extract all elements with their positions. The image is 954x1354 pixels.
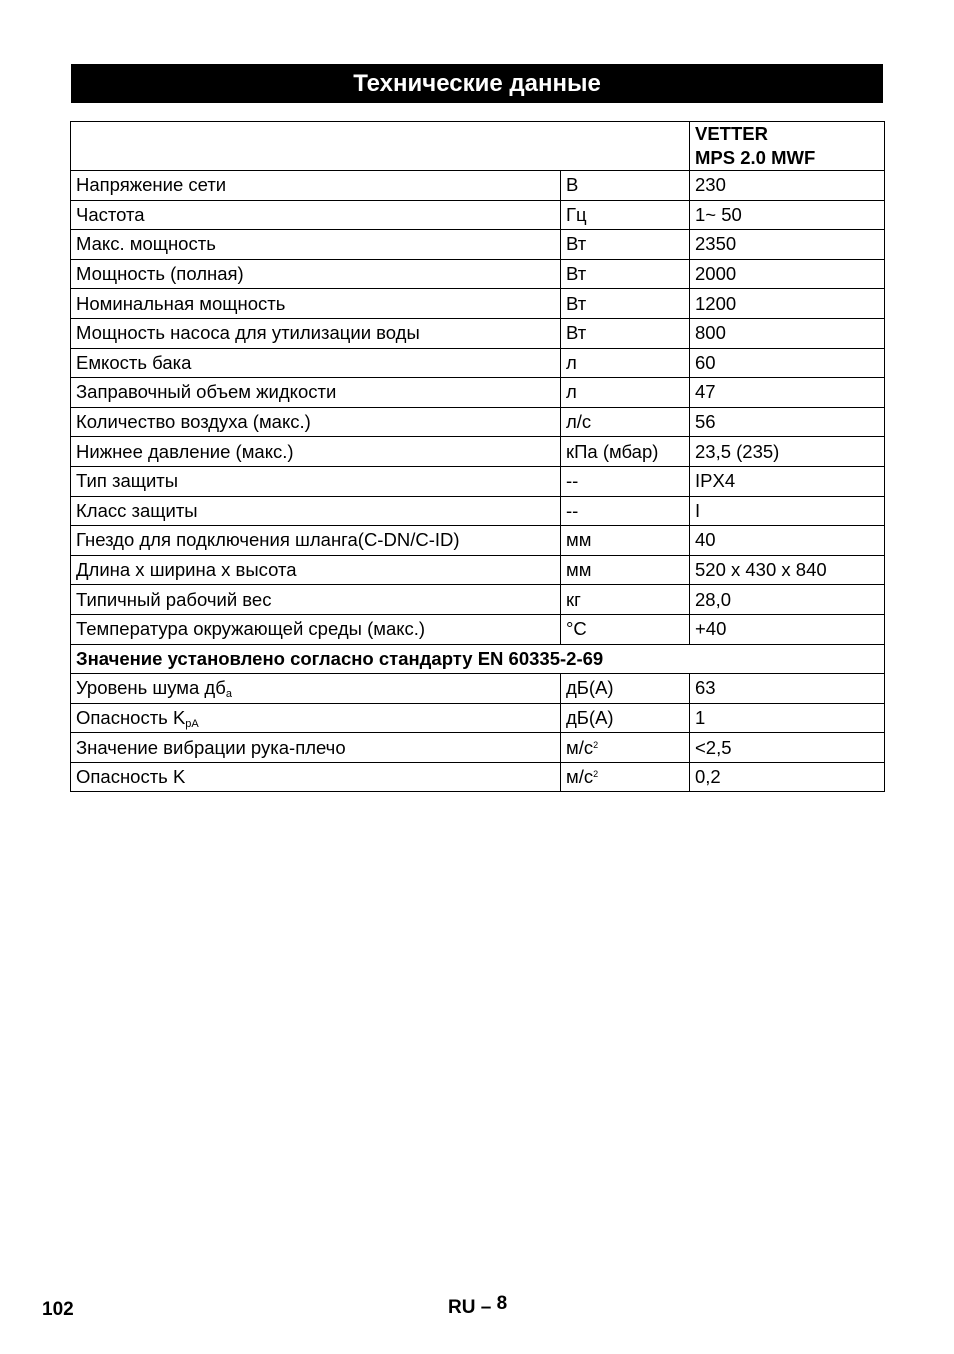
param-cell: Тип защиты [71,466,561,496]
table-row [71,674,885,704]
value-cell: <2,5 [690,733,885,763]
table-header-row [71,122,885,171]
unit-cell: -- [561,466,690,496]
unit-cell: Вт [561,289,690,319]
table-row [71,526,885,556]
value-cell: 47 [690,378,885,408]
table-row [71,703,885,733]
unit-cell [561,674,690,704]
unit-cell: Гц [561,200,690,230]
param-cell [71,762,561,792]
spec-table [70,121,885,792]
page-section-label [448,1293,508,1319]
table-row [71,437,885,467]
table-row [71,614,885,644]
unit-text: дБ(A) [566,706,614,728]
value-cell: 2000 [690,259,885,289]
param-text: Опасность K [76,766,186,788]
table-row [71,230,885,260]
unit-cell [561,762,690,792]
table-row [71,733,885,763]
param-cell: Напряжение сети [71,171,561,201]
unit-text: дБ(A) [566,677,614,699]
value-cell: 63 [690,674,885,704]
param-cell [71,733,561,763]
param-cell: Мощность насоса для утилизации воды [71,318,561,348]
table-row [71,555,885,585]
table-row [71,289,885,319]
table-row [71,762,885,792]
table-row [71,200,885,230]
unit-text: м/с [566,736,594,758]
param-cell [71,703,561,733]
page-number: 102 [42,1299,74,1320]
value-cell: 1200 [690,289,885,319]
unit-cell: л [561,348,690,378]
param-text: Опасность K [76,706,186,728]
unit-text: м/с [566,766,594,788]
table-row [71,171,885,201]
param-cell: Макс. мощность [71,230,561,260]
unit-cell: В [561,171,690,201]
value-cell: 2350 [690,230,885,260]
table-row [71,318,885,348]
value-cell: 520 x 430 x 840 [690,555,885,585]
unit-superscript: 2 [593,739,599,750]
section-heading-row [71,644,885,674]
value-cell: 0,2 [690,762,885,792]
param-cell: Температура окружающей среды (макс.) [71,614,561,644]
table-row [71,466,885,496]
value-cell: 23,5 (235) [690,437,885,467]
unit-superscript: 2 [593,769,599,780]
table-row [71,378,885,408]
unit-cell: -- [561,496,690,526]
param-cell: Частота [71,200,561,230]
value-cell: 800 [690,318,885,348]
model-brand: VETTER [695,123,768,144]
param-cell: Мощность (полная) [71,259,561,289]
value-cell: 230 [690,171,885,201]
section-heading: Значение установлено согласно стандарту EN 60335-2-69 [71,644,885,674]
unit-cell: кг [561,585,690,615]
unit-cell: кПа (мбар) [561,437,690,467]
param-cell: Типичный рабочий вес [71,585,561,615]
param-cell: Заправочный объем жидкости [71,378,561,408]
param-subscript: pA [185,717,199,730]
param-cell: Нижнее давление (макс.) [71,437,561,467]
spec-table-body [71,122,885,792]
unit-cell [561,733,690,763]
param-text: Значение вибрации рука-плечо [76,736,346,758]
value-cell: 60 [690,348,885,378]
table-row [71,407,885,437]
param-cell: Количество воздуха (макс.) [71,407,561,437]
unit-cell: Вт [561,259,690,289]
value-cell: 40 [690,526,885,556]
param-cell: Номинальная мощность [71,289,561,319]
section-page-number: 8 [496,1293,508,1314]
table-row [71,585,885,615]
model-header-cell [690,122,885,171]
unit-cell: Вт [561,230,690,260]
language-label: RU – [448,1297,492,1318]
unit-cell: мм [561,555,690,585]
table-row [71,496,885,526]
unit-cell: °C [561,614,690,644]
param-text: Уровень шума дб [76,677,226,699]
value-cell: I [690,496,885,526]
value-cell: 1~ 50 [690,200,885,230]
param-cell: Длина x ширина x высота [71,555,561,585]
unit-cell: мм [561,526,690,556]
unit-cell: л/с [561,407,690,437]
value-cell: +40 [690,614,885,644]
param-subscript: a [225,688,232,701]
value-cell: IPX4 [690,466,885,496]
param-cell: Емкость бака [71,348,561,378]
unit-cell: Вт [561,318,690,348]
param-cell [71,674,561,704]
value-cell: 56 [690,407,885,437]
table-row [71,348,885,378]
unit-cell: л [561,378,690,408]
param-cell: Класс защиты [71,496,561,526]
table-row [71,259,885,289]
param-cell: Гнездо для подключения шланга(C-DN/C-ID) [71,526,561,556]
header-empty-cell [71,122,690,171]
model-name: MPS 2.0 MWF [695,147,816,168]
unit-cell [561,703,690,733]
page-title: Технические данные [71,64,883,103]
value-cell: 28,0 [690,585,885,615]
value-cell: 1 [690,703,885,733]
